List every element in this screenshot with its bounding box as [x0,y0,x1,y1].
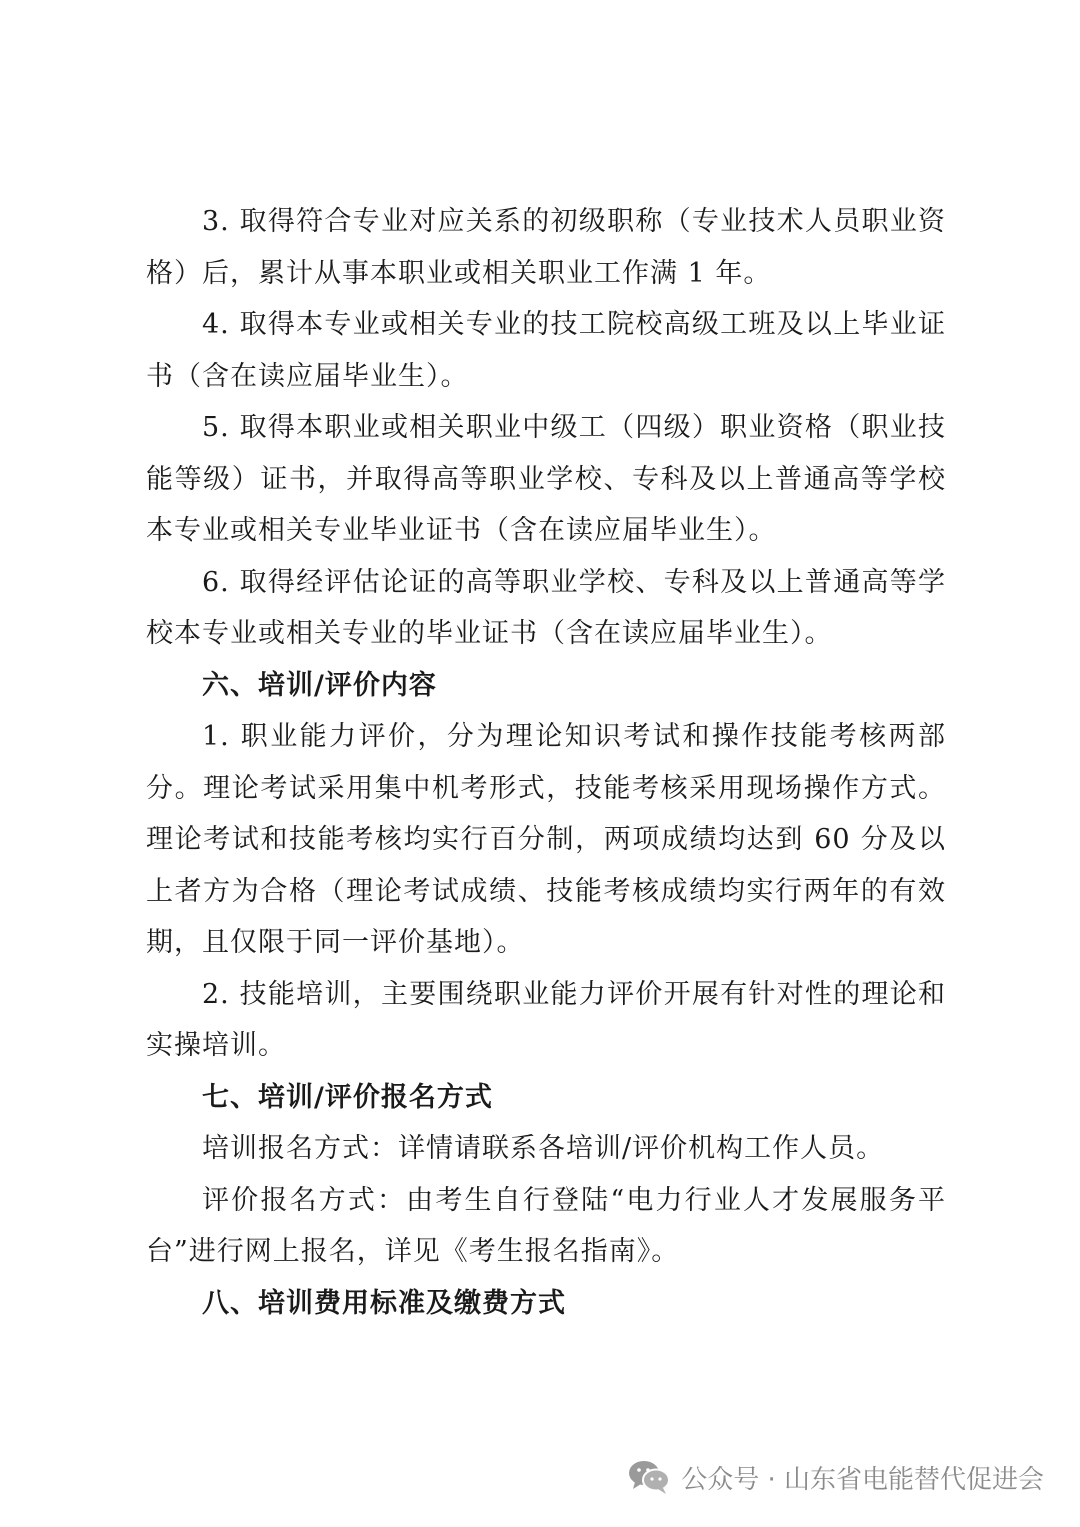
item-3-paragraph: 3. 取得符合专业对应关系的初级职称（专业技术人员职业资格）后，累计从事本职业或相关职业工作满 1 年。 [146,206,946,289]
item-4-paragraph: 4. 取得本专业或相关专业的技工院校高级工班及以上毕业证书（含在读应届毕业生）。 [146,309,946,392]
section-6-heading: 六、培训/评价内容 [202,669,437,701]
section-8-heading: 八、培训费用标准及缴费方式 [202,1287,566,1319]
item-5-paragraph: 5. 取得本职业或相关职业中级工（四级）职业资格（职业技能等级）证书，并取得高等职业学校、专科及以上普通高等学校本专业或相关专业毕业证书（含在读应届毕业生）。 [146,412,946,546]
document-body [146,196,946,1329]
evaluation-registration-paragraph: 评价报名方式：由考生自行登陆“电力行业人才发展服务平台”进行网上报名，详见《考生报名指南》。 [146,1184,946,1267]
section-7-heading: 七、培训/评价报名方式 [202,1081,493,1113]
item-6-paragraph: 6. 取得经评估论证的高等职业学校、专科及以上普通高等学校本专业或相关专业的毕业证书（含在读应届毕业生）。 [146,566,946,649]
wechat-icon [627,1458,671,1496]
watermark-text: 公众号 · 山东省电能替代促进会 [681,1464,1044,1495]
training-registration-paragraph: 培训报名方式：详情请联系各培训/评价机构工作人员。 [202,1133,885,1164]
section-6-item-2-paragraph: 2. 技能培训，主要围绕职业能力评价开展有针对性的理论和实操培训。 [146,978,946,1061]
account-watermark [627,1458,1044,1496]
section-6-item-1-paragraph: 1. 职业能力评价，分为理论知识考试和操作技能考核两部分。理论考试采用集中机考形式，技能考核采用现场操作方式。理论考试和技能考核均实行百分制，两项成绩均达到 60 分及以上者方为合格（理论考试成绩、技能考核成绩均实行两年的有效期，且仅限于同一评价基地）。 [146,721,946,958]
